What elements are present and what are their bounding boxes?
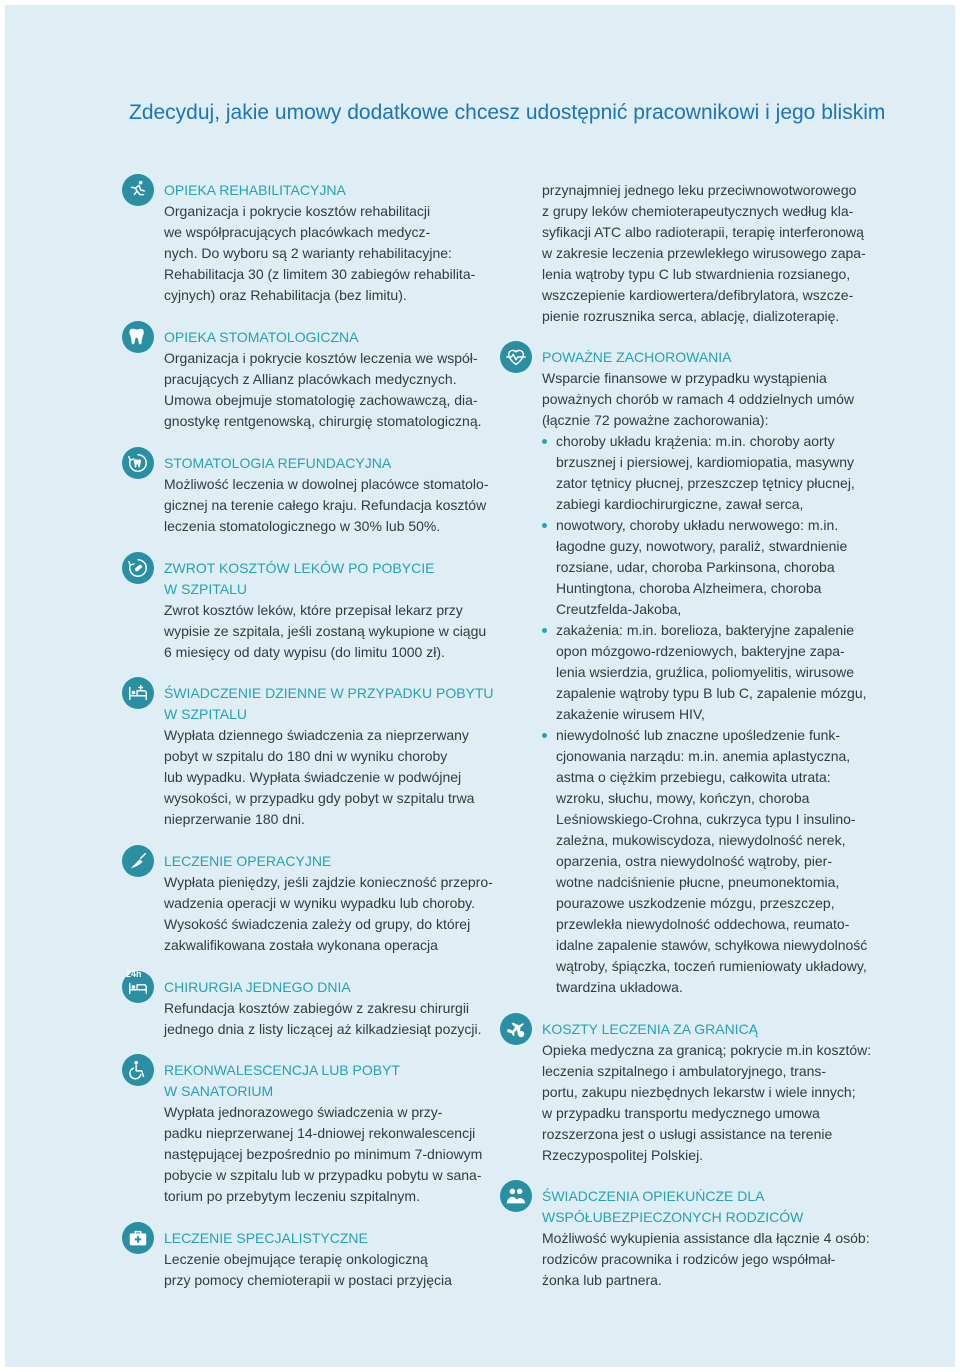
section-serious-illness <box>542 347 867 998</box>
section-text-line: wysokości, w przypadku gdy pobyt w szpitalu trwa <box>164 790 475 806</box>
section-heading: KOSZTY LECZENIA ZA GRANICĄ <box>542 1021 759 1037</box>
section-heading: ZWROT KOSZTÓW LEKÓW PO POBYCIE <box>164 560 435 576</box>
bullet-text-line: oparzenia, ostra niewydolność wątroby, pier- <box>556 853 832 869</box>
section-text-line: Możliwość wykupienia assistance dla łącznie 4 osób: <box>542 1230 870 1246</box>
section-tooth-refund <box>164 453 488 537</box>
bullet-text-line: zapalenie wątroby typu B lub C, zapalenie mózgu, <box>556 685 867 701</box>
section-text-line: Wypłata jednorazowego świadczenia w przy- <box>164 1104 443 1120</box>
section-text-line: cyjnych) oraz Rehabilitacja (bez limitu). <box>164 287 407 303</box>
section-wheelchair <box>164 1060 482 1207</box>
section-text-line: Organizacja i pokrycie kosztów leczenia we współ- <box>164 350 478 366</box>
section-heading: W SZPITALU <box>164 581 247 597</box>
bullet-text-line: lenia wsierdzia, gruźlica, poliomyelitis, wirusowe <box>556 664 854 680</box>
section-text-line: przynajmniej jednego leku przeciwnowotworowego <box>542 182 857 198</box>
section-text-line: we współpracujących placówkach medycz- <box>164 224 431 240</box>
scalpel-icon <box>122 845 154 877</box>
section-text-line: lub wypadku. Wypłata świadczenie w podwójnej <box>164 769 462 785</box>
bullet-text-line: Creutzfelda-Jakoba, <box>556 601 682 617</box>
section-heading: LECZENIE SPECJALISTYCZNE <box>164 1230 368 1246</box>
one-day-surgery-icon <box>122 971 154 1003</box>
section-text-line: w przypadku transportu medycznego umowa <box>542 1105 820 1121</box>
section-text-line: Wysokość świadczenia zależy od grupy, do której <box>164 916 471 932</box>
section-text-line: żonka lub partnera. <box>542 1272 662 1288</box>
section-heading: POWAŻNE ZACHOROWANIA <box>542 349 732 365</box>
section-text-line: pobyt w szpitalu do 180 dni w wyniku choroby <box>164 748 448 764</box>
section-text-line: Możliwość leczenia w dowolnej placówce stomatolo- <box>164 476 489 492</box>
section-heading: OPIEKA STOMATOLOGICZNA <box>164 329 359 345</box>
section-text-line: rodziców pracownika i rodziców jego współmał- <box>542 1251 836 1267</box>
section-text-line: lenia wątroby typu C lub stwardnienia rozsianego, <box>542 266 851 282</box>
section-text-line: 6 miesięcy od daty wypisu (do limitu 1000 zł). <box>164 644 445 660</box>
heart-pulse-icon <box>500 341 532 373</box>
section-medical-case <box>164 1228 452 1291</box>
section-text-line: portu, zakupu niezbędnych lekarstw i wiele innych; <box>542 1084 856 1100</box>
bullet-text-line: idalne zapalenie stawów, schyłkowa niewydolność <box>556 937 868 953</box>
bullet-item <box>556 725 867 998</box>
bullet-text-line: choroby układu krążenia: m.in. choroby aorty <box>556 433 835 449</box>
section-pill-refund <box>164 558 486 663</box>
bullet-item <box>556 620 867 725</box>
bullet-text-line: wzroku, słuchu, mowy, kończyn, choroba <box>556 790 810 806</box>
wheelchair-icon <box>122 1054 154 1086</box>
section-heading: STOMATOLOGIA REFUNDACYJNA <box>164 455 392 471</box>
section-text-line: padku nieprzerwanej 14-dniowej rekonwalescencji <box>164 1125 476 1141</box>
section-heading: ŚWIADCZENIE DZIENNE W PRZYPADKU POBYTU <box>164 685 494 701</box>
bullet-text-line: rozsiane, udar, choroba Parkinsona, choroba <box>556 559 835 575</box>
section-text-line: Rzeczypospolitej Polskiej. <box>542 1147 704 1163</box>
section-text-line: przy pomocy chemioterapii w postaci przyjęcia <box>164 1272 452 1288</box>
bullet-text-line: nowotwory, choroby układu nerwowego: m.in. <box>556 517 839 533</box>
bullet-text-line: wotne nadciśnienie płucne, pneumonektomia, <box>556 874 840 890</box>
section-tooth <box>164 327 482 432</box>
section-heading: REKONWALESCENCJA LUB POBYT <box>164 1062 400 1078</box>
section-text-line: Wypłata pieniędzy, jeśli zajdzie konieczność przepro- <box>164 874 493 890</box>
section-hospital-bed <box>164 683 494 830</box>
section-travel-medical <box>542 1019 871 1166</box>
section-text-line: nieprzerwanie 180 dni. <box>164 811 305 827</box>
section-parents-care <box>542 1186 870 1291</box>
section-one-day-surgery <box>126 969 482 1040</box>
section-text-line: z grupy leków chemioterapeutycznych według kla- <box>542 203 854 219</box>
section-heading: LECZENIE OPERACYJNE <box>164 853 332 869</box>
section-text-line: Wsparcie finansowe w przypadku wystąpienia <box>542 370 827 386</box>
section-text-line: następującej bezpośrednio po minimum 7-dniowym <box>164 1146 483 1162</box>
bullet-text-line: pourazowe uszkodzenie mózgu, przeszczep, <box>556 895 835 911</box>
section-heading: ŚWIADCZENIA OPIEKUŃCZE DLA <box>542 1188 765 1204</box>
bullet-text-line: Leśniowskiego-Crohna, cukrzyca typu I insulino- <box>556 811 856 827</box>
bullet-text-line: niewydolność lub znaczne upośledzenie funk- <box>556 727 841 743</box>
section-text-line: zakwalifikowana została wykonana operacja <box>164 937 438 953</box>
section-text-line: w zakresie leczenia przewlekłego wirusowego zapa- <box>542 245 866 261</box>
bullet-text-line: twardzina układowa. <box>556 979 683 995</box>
section-text-line: Organizacja i pokrycie kosztów rehabilitacji <box>164 203 431 219</box>
bullet-text-line: cjonowania narządu: m.in. anemia aplastyczna, <box>556 748 851 764</box>
page-title: Zdecyduj, jakie umowy dodatkowe chcesz udostępnić pracownikowi i jego bliskim <box>129 101 886 124</box>
bullet-text-line: przewlekła niewydolność oddechowa, reumato- <box>556 916 850 932</box>
tooth-icon <box>122 321 154 353</box>
section-heading: OPIEKA REHABILITACYJNA <box>164 182 346 198</box>
section-heading: CHIRURGIA JEDNEGO DNIA <box>164 979 351 995</box>
bullet-text-line: zależna, mukowiscydoza, niewydolność nerek, <box>556 832 846 848</box>
section-text-line: wszczepienie kardiowertera/defibrylatora, wszcze- <box>542 287 854 303</box>
bullet-text-line: zakażenia: m.in. borelioza, bakteryjne zapalenie <box>556 622 855 638</box>
section-text-line: nych. Do wyboru są 2 warianty rehabilitacyjne: <box>164 245 452 261</box>
travel-medical-icon <box>500 1013 532 1045</box>
continued-text <box>542 180 866 327</box>
bullet-text-line: Huntingtona, choroba Alzheimera, choroba <box>556 580 822 596</box>
section-heading: WSPÓŁUBEZPIECZONYCH RODZICÓW <box>542 1209 804 1225</box>
medical-case-icon <box>122 1222 154 1254</box>
section-text-line: rozszerzona jest o usługi assistance na terenie <box>542 1126 833 1142</box>
section-text-line: leczenia szpitalnego i ambulatoryjnego, trans- <box>542 1063 827 1079</box>
section-text-line: jednego dnia z listy liczącej aż kilkadziesiąt pozycji. <box>164 1021 482 1037</box>
bullet-text-line: zakażenie wirusem HIV, <box>556 706 705 722</box>
section-text-line: pienie rozrusznika serca, ablację, dializoterapię. <box>542 308 840 324</box>
rehabilitation-icon <box>122 174 154 206</box>
section-text-line: pobycie w szpitalu lub w przypadku pobytu w sana- <box>164 1167 482 1183</box>
section-heading: W SANATORIUM <box>164 1083 274 1099</box>
section-text-line: (łącznie 72 poważne zachorowania): <box>542 412 769 428</box>
section-text-line: Zwrot kosztów leków, które przepisał lekarz przy <box>164 602 463 618</box>
bullet-item <box>556 515 867 620</box>
section-text-line: wypisie ze szpitala, jeśli zostaną wykupione w ciągu <box>164 623 487 639</box>
bullet-text-line: łagodne guzy, nowotwory, paraliż, stwardnienie <box>556 538 848 554</box>
bullet-text-line: zator tętnicy płucnej, przeszczep tętnicy płucnej, <box>556 475 855 491</box>
section-text-line: gnostykę rentgenowską, chirurgię stomatologiczną. <box>164 413 482 429</box>
section-text-line: poważnych chorób w ramach 4 oddzielnych umów <box>542 391 855 407</box>
tooth-refund-icon <box>122 447 154 479</box>
section-rehabilitation <box>164 180 475 306</box>
section-text-line: leczenia stomatologicznego w 30% lub 50%. <box>164 518 441 534</box>
hospital-bed-icon <box>122 677 154 709</box>
parents-care-icon <box>500 1180 532 1212</box>
section-text-line: Umowa obejmuje stomatologię zachowawczą, dia- <box>164 392 478 408</box>
section-text-line: Opieka medyczna za granicą; pokrycie m.in kosztów: <box>542 1042 872 1058</box>
section-text-line: torium po przebytym leczeniu szpitalnym. <box>164 1188 420 1204</box>
section-text-line: gicznej na terenie całego kraju. Refundacja kosztów <box>164 497 487 513</box>
section-heading: W SZPITALU <box>164 706 247 722</box>
bullet-text-line: wątroby, śpiączka, toczeń rumieniowaty układowy, <box>556 958 867 974</box>
icon-label: 24h <box>126 969 142 979</box>
bullet-text-line: brzusznej i piersiowej, kardiomiopatia, masywny <box>556 454 855 470</box>
section-text-line: Leczenie obejmujące terapię onkologiczną <box>164 1251 428 1267</box>
section-text-line: Rehabilitacja 30 (z limitem 30 zabiegów rehabilita- <box>164 266 476 282</box>
section-text-line: syfikacji ATC albo radioterapii, terapię interferonową <box>542 224 864 240</box>
section-text-line: wadzenia operacji w wyniku wypadku lub choroby. <box>164 895 476 911</box>
section-text-line: pracujących z Allianz placówkach medycznych. <box>164 371 457 387</box>
page <box>5 5 955 1367</box>
pill-refund-icon <box>122 552 154 584</box>
section-scalpel <box>164 851 493 956</box>
bullet-text-line: zabiegi kardiochirurgiczne, zawał serca, <box>556 496 804 512</box>
bullet-text-line: astma o ciężkim przebiegu, całkowita utrata: <box>556 769 831 785</box>
section-text-line: Refundacja kosztów zabiegów z zakresu chirurgii <box>164 1000 470 1016</box>
bullet-text-line: opon mózgowo-rdzeniowych, bakteryjne zapa- <box>556 643 845 659</box>
section-text-line: Wypłata dziennego świadczenia za nieprzerwany <box>164 727 469 743</box>
bullet-item <box>556 431 867 515</box>
